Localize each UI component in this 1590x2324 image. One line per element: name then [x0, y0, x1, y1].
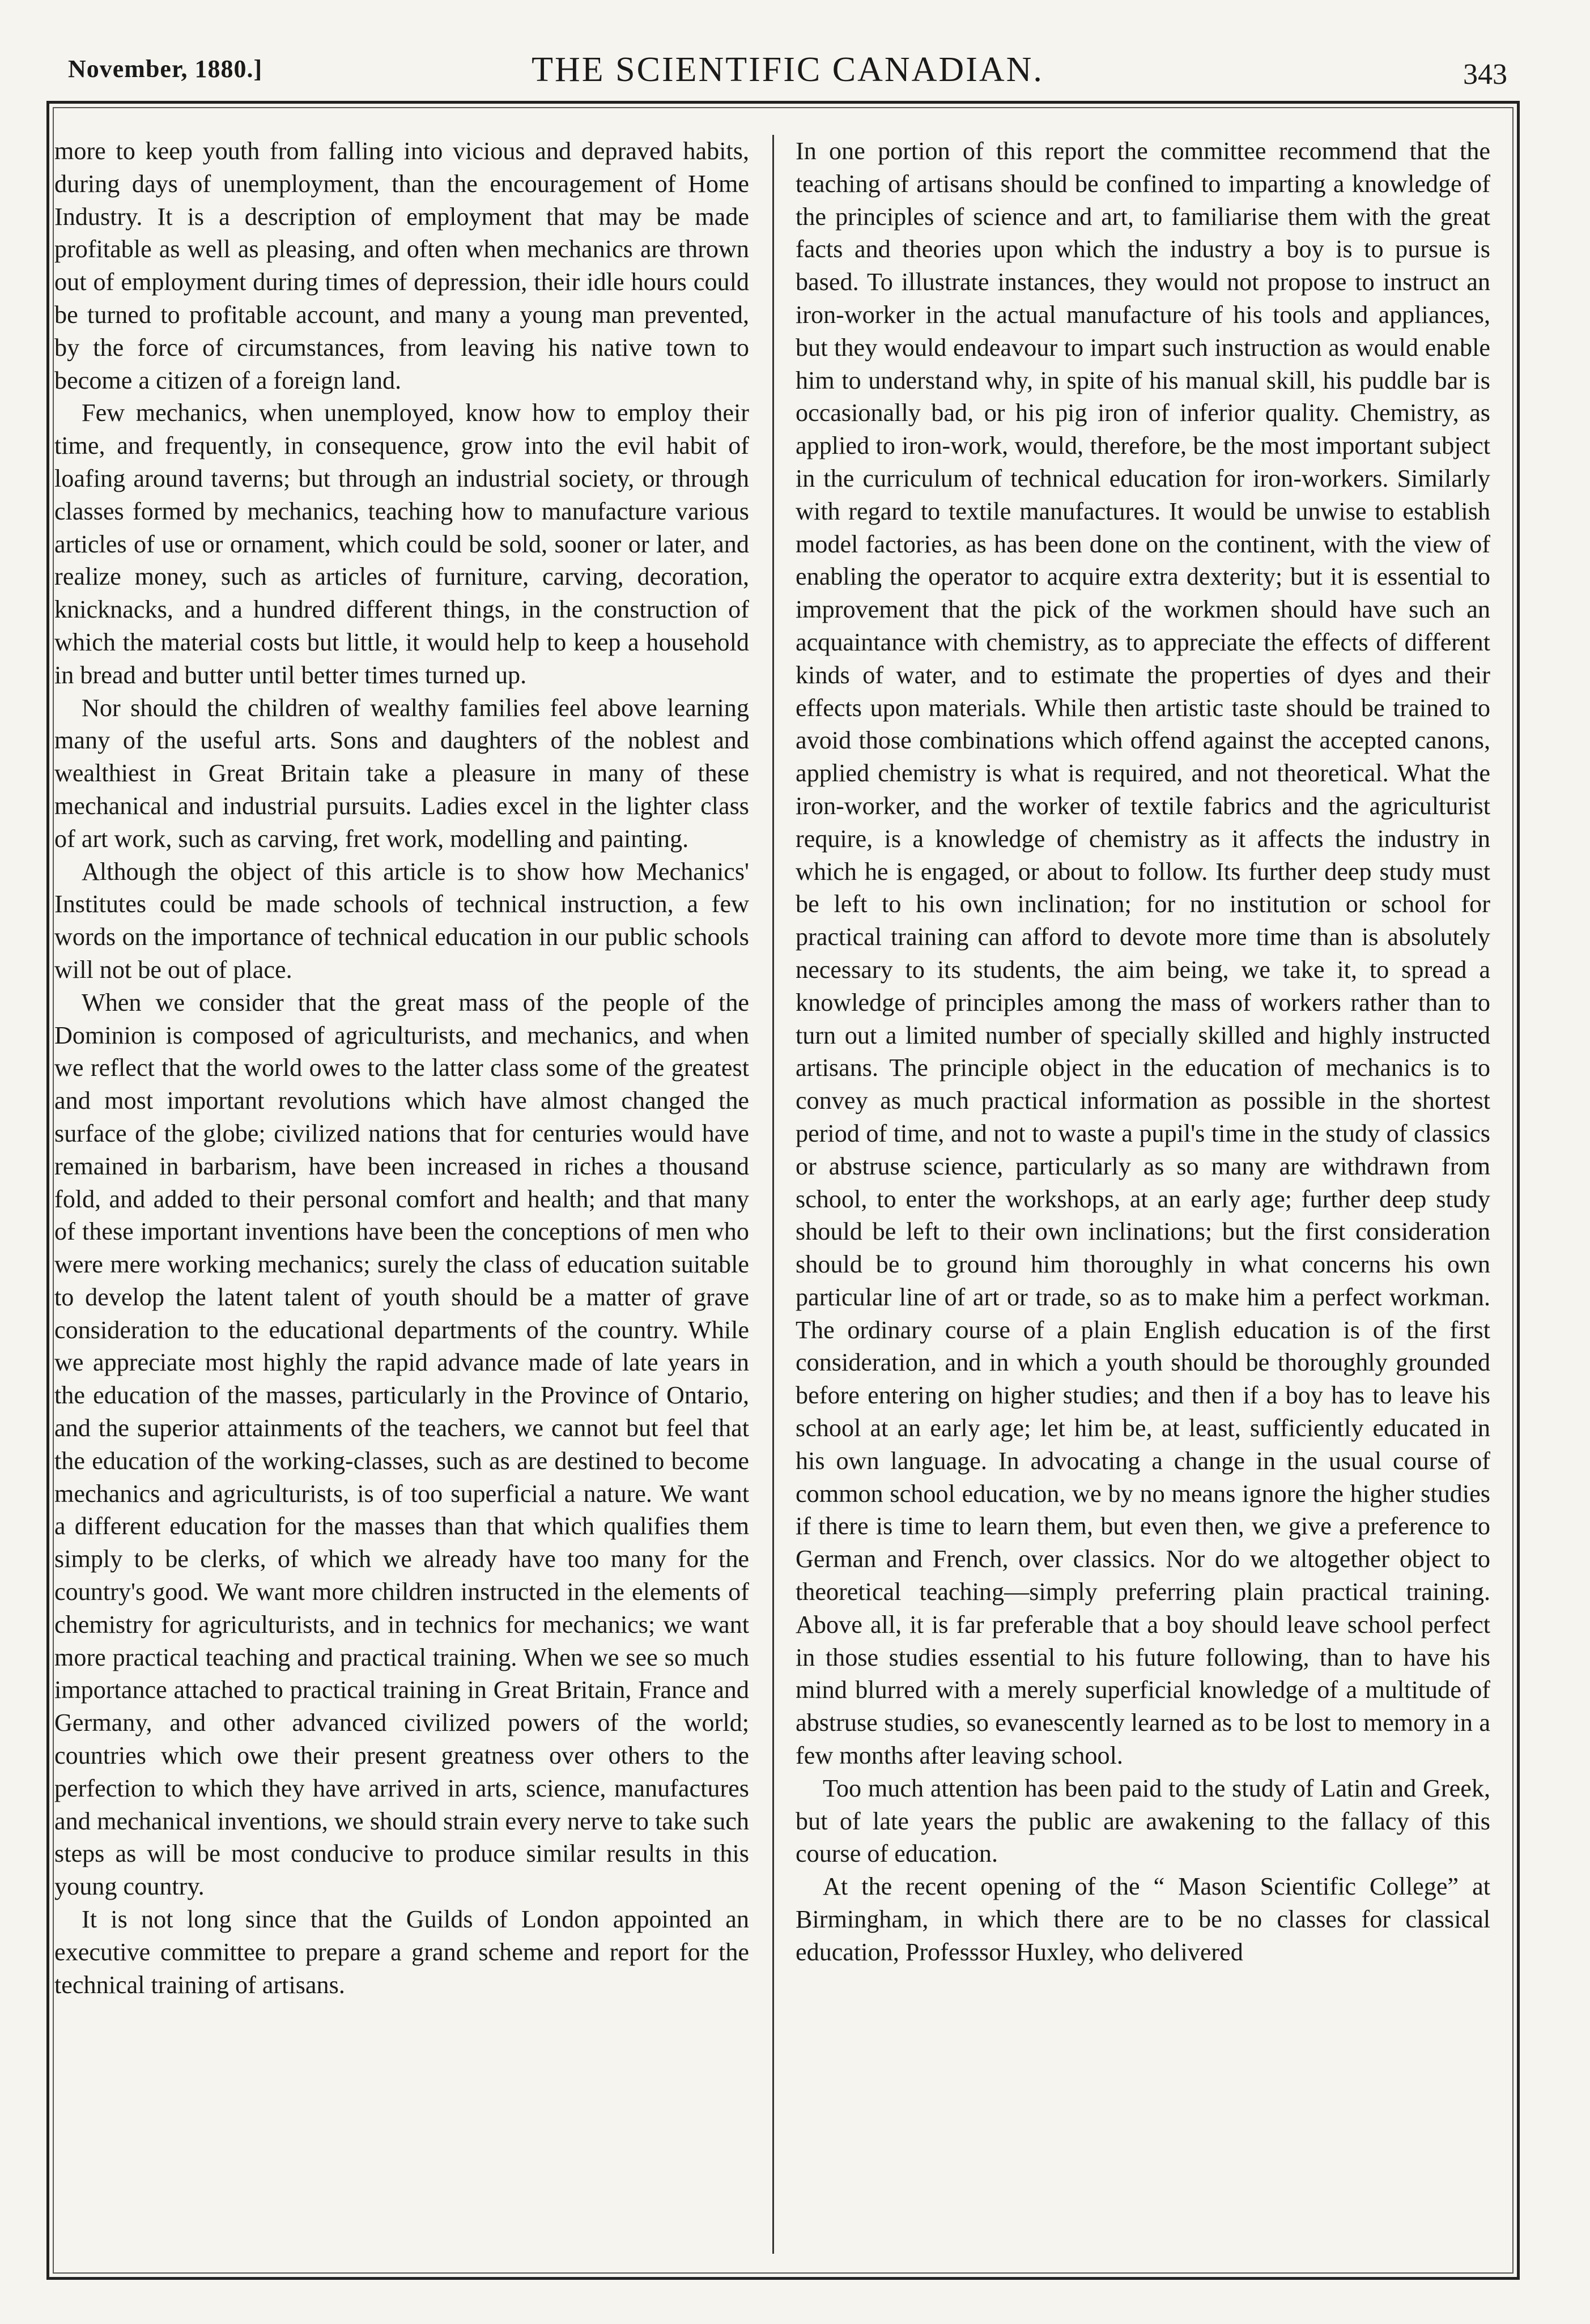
left-paragraph-4: Although the object of this article is to show how Mechanics' Institutes could be made schools of technical instruction, a few words on the importance of technical education in our public schools will not be out of place.	[54, 857, 749, 984]
right-column	[796, 135, 1490, 2242]
right-paragraph-1: In one portion of this report the committee recommend that the teaching of artisans should be confined to imparting a knowledge of the principles of science and art, to familiarise them with the great facts and theories upon which the industry a boy is to pursue is based. To illustrate instances, they would not propose to instruct an iron-worker in the actual manufacture of his tools and appliances, but they would endeavour to impart such instruction as would enable him to understand why, in spite of his manual skill, his puddle bar is occasionally bad, or his pig iron of inferior quality. Chemistry, as applied to iron-work, would, therefore, be the most important subject in the curriculum of technical education for iron-workers. Similarly with regard to textile manufactures. It would be unwise to establish model factories, as has been done on the continent, with the view of enabling the operator to acquire extra dexterity; but it is essential to improvement that the pick of the workmen should have such an acquaintance with chemistry, as to appreciate the effects of different kinds of water, and to estimate the properties of dyes and their effects upon materials. While then artistic taste should be trained to avoid those combinations which offend against the accepted canons, applied chemistry is what is required, and not theoretical. What the iron-worker, and the worker of textile fabrics and the agriculturist require, is a knowledge of chemistry as it affects the industry in which he is engaged, or about to follow. Its further deep study must be left to his own inclination; for no institution or school for practical training can afford to devote more time than is absolutely necessary to its students, the aim being, we take it, to spread a knowledge of principles among the mass of workers rather than to turn out a limited number of specially skilled and highly instructed artisans. The principle object in the education of mechanics is to convey as much practical information as possible in the shortest period of time, and not to waste a pupil's time in the study of classics or abstruse science, particularly as so many are withdrawn from school, to enter the workshops, at an early age; further deep study should be left to their own inclinations; but the first consideration should be to ground him thoroughly in what concerns his own particular line of art or trade, so as to make him a perfect workman. The ordinary course of a plain English education is of the first consideration, and in which a youth should be thoroughly grounded before entering on higher studies; and then if a boy has to leave his school at an early age; let him be, at least, sufficiently educated in his own language. In advocating a change in the usual course of common school education, we by no means ignore the higher studies if there is time to learn them, but even then, we give a preference to German and French, over classics. Nor do we altogether object to theoretical teaching—simply preferring plain practical training. Above all, it is far preferable that a boy should leave school perfect in those studies essential to his future following, than to have his mind blurred with a merely superficial knowledge of a multitude of abstruse studies, so evanescently learned as to be lost to memory in a few months after leaving school.	[796, 137, 1490, 1770]
right-paragraph-3: At the recent opening of the “ Mason Scientific College” at Birmingham, in which there are to be no classes for classical education, Professsor Huxley, who delivered	[796, 1872, 1490, 1966]
column-divider	[772, 135, 774, 2254]
left-paragraph-5: When we consider that the great mass of the people of the Dominion is composed of agriculturists, and mechanics, and when we reflect that the world owes to the latter class some of the greatest and most important revolutions which have almost changed the surface of the globe; civilized nations that for centuries would have remained in barbarism, have been increased in riches a thousand fold, and added to their personal comfort and health; and that many of these important inventions have been the conceptions of men who were mere working mechanics; surely the class of education suitable to develop the latent talent of youth should be a matter of grave consideration to the educational departments of the country. While we appreciate most highly the rapid advance made of late years in the education of the masses, particularly in the Province of Ontario, and the superior attainments of the teachers, we cannot but feel that the education of the working-classes, such as are destined to become mechanics and agriculturists, is of too superficial a nature. We want a different education for the masses than that which qualifies them simply to be clerks, of which we already have too many for the country's good. We want more children instructed in the elements of chemistry for agriculturists, and in technics for mechanics; we want more practical teaching and practical training. When we see so much importance attached to practical training in Great Britain, France and Germany, and other advanced civilized powers of the world; countries which owe their present greatness over others to the perfection to which they have arrived in arts, science, manufactures and mechanical inventions, we should strain every nerve to take such steps as will be most conducive to produce similar results in this young country.	[54, 988, 749, 1901]
left-paragraph-1: more to keep youth from falling into vicious and depraved habits, during days of unemployment, than the encouragement of Home Industry. It is a description of employment that may be made profitable as well as pleasing, and often when mechanics are thrown out of employment during times of depression, their idle hours could be turned to profitable account, and many a young man prevented, by the force of circumstances, from leaving his native town to become a citizen of a foreign land.	[54, 137, 749, 394]
left-paragraph-2: Few mechanics, when unemployed, know how to employ their time, and frequently, in consequence, grow into the evil habit of loafing around taverns; but through an industrial society, or through classes formed by mechanics, teaching how to manufacture various articles of use or ornament, which could be sold, sooner or later, and realize money, such as articles of furniture, carving, decoration, knicknacks, and a hundred different things, in the construction of which the material costs but little, it would help to keep a household in bread and butter until better times turned up.	[54, 399, 749, 689]
left-column	[54, 135, 749, 2242]
publication-title: THE SCIENTIFIC CANADIAN.	[532, 50, 1044, 89]
left-paragraph-3: Nor should the children of wealthy families feel above learning many of the useful arts. Sons and daughters of the noblest and wealthiest in Great Britain take a pleasure in many of these mechanical and industrial pursuits. Ladies excel in the lighter class of art work, such as carving, fret work, modelling and painting.	[54, 693, 749, 853]
issue-date: November, 1880.]	[68, 55, 263, 83]
page-header	[68, 44, 1507, 101]
page-number: 343	[1463, 58, 1507, 91]
left-paragraph-6: It is not long since that the Guilds of London appointed an executive committee to prepare a grand scheme and report for the technical training of artisans.	[54, 1905, 749, 1999]
right-paragraph-2: Too much attention has been paid to the study of Latin and Greek, but of late years the public are awakening to the fallacy of this course of education.	[796, 1774, 1490, 1868]
